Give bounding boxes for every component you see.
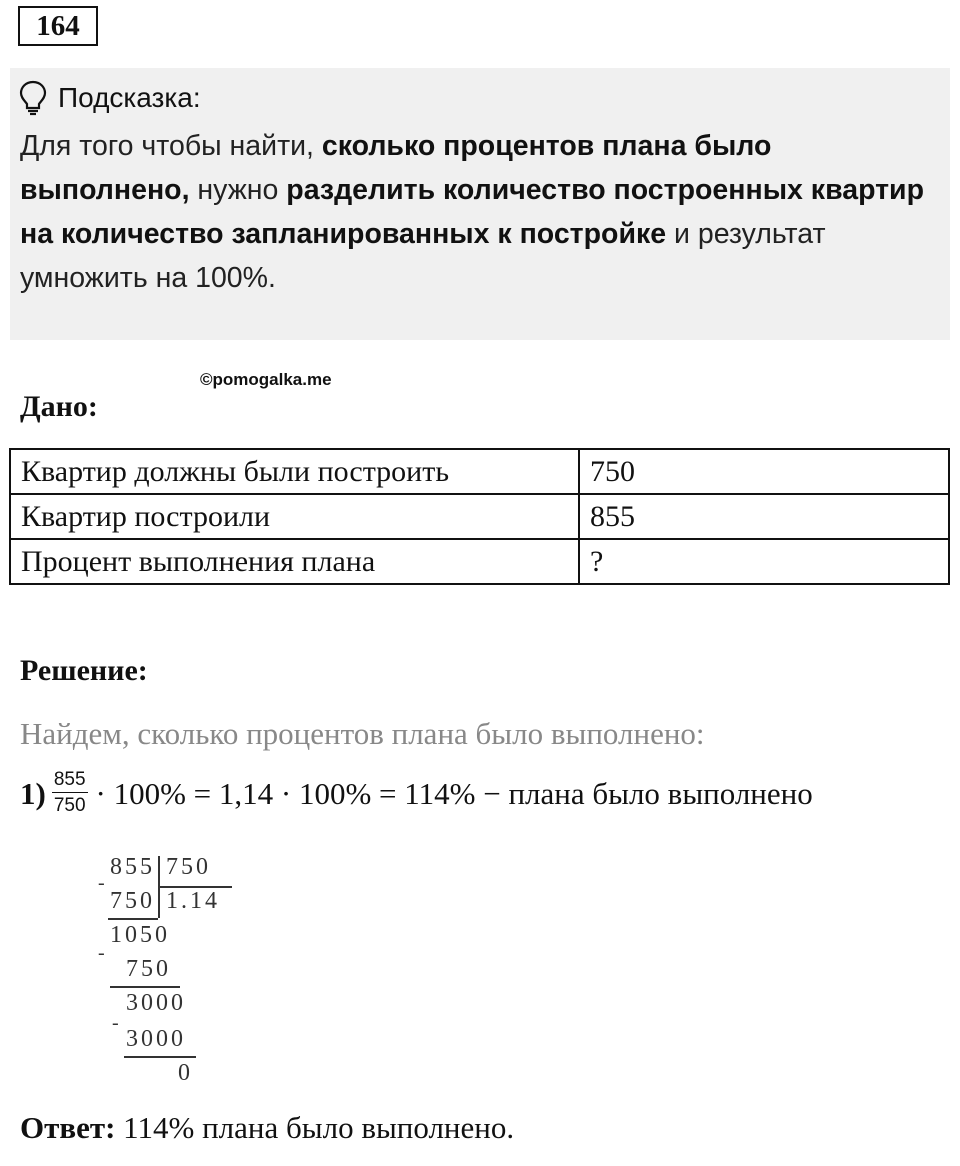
given-label: Квартир должны были построить: [10, 449, 579, 494]
hint-part-bold: сколько процентов плана было выполнено,: [20, 130, 772, 206]
solution-step-1: [20, 768, 813, 819]
given-value: ?: [579, 539, 949, 584]
table-row: [10, 449, 949, 494]
watermark: ©pomogalka.me: [200, 370, 332, 389]
hint-part: нужно: [189, 174, 287, 206]
given-table: [9, 448, 950, 585]
fraction-numerator: 855: [52, 768, 88, 793]
minus-sign: -: [98, 872, 108, 894]
given-label: Квартир построили: [10, 494, 579, 539]
dividend: 855: [110, 854, 155, 880]
given-value: 750: [579, 449, 949, 494]
table-row: [10, 494, 949, 539]
divisor: 750: [166, 854, 211, 880]
minus-sign: -: [98, 942, 108, 964]
given-title: Дано:: [20, 390, 98, 423]
minus-sign: -: [112, 1012, 122, 1034]
subtraction-line: [108, 918, 158, 920]
hint-part: Для того чтобы найти,: [20, 130, 322, 162]
answer-label: Ответ:: [20, 1110, 116, 1145]
task-number: 164: [18, 6, 98, 46]
hint-body: [20, 124, 930, 300]
final-remainder: 0: [178, 1060, 193, 1086]
remainder: 1050: [110, 922, 170, 948]
solution-intro: Найдем, сколько процентов плана было выполнено:: [20, 716, 705, 751]
hint-part-bold: разделить количество построенных квартир на количество запланированных к постройке: [20, 174, 924, 250]
remainder: 3000: [126, 990, 186, 1016]
hint-part: и результат умножить на 100%.: [20, 218, 826, 294]
subtrahend: 750: [110, 888, 155, 914]
hint-title-text: Подсказка:: [58, 82, 201, 113]
subtraction-line: [124, 1056, 196, 1058]
quotient: 1.14: [166, 888, 220, 914]
long-division: [80, 848, 280, 1098]
subtrahend: 750: [126, 956, 171, 982]
answer: [20, 1110, 514, 1146]
hint-title: [18, 80, 201, 116]
step-expression: · 100% = 1,14 · 100% = 114% − плана было выполнено: [95, 775, 813, 811]
subtrahend: 3000: [126, 1026, 186, 1052]
step-label: 1): [20, 775, 46, 811]
subtraction-line: [110, 986, 180, 988]
lightbulb-icon: [18, 80, 48, 116]
answer-text: 114% плана было выполнено.: [115, 1110, 515, 1145]
given-label: Процент выполнения плана: [10, 539, 579, 584]
fraction: [52, 768, 88, 819]
solution-title: Решение:: [20, 654, 148, 687]
fraction-denominator: 750: [53, 795, 86, 816]
given-value: 855: [579, 494, 949, 539]
table-row: [10, 539, 949, 584]
